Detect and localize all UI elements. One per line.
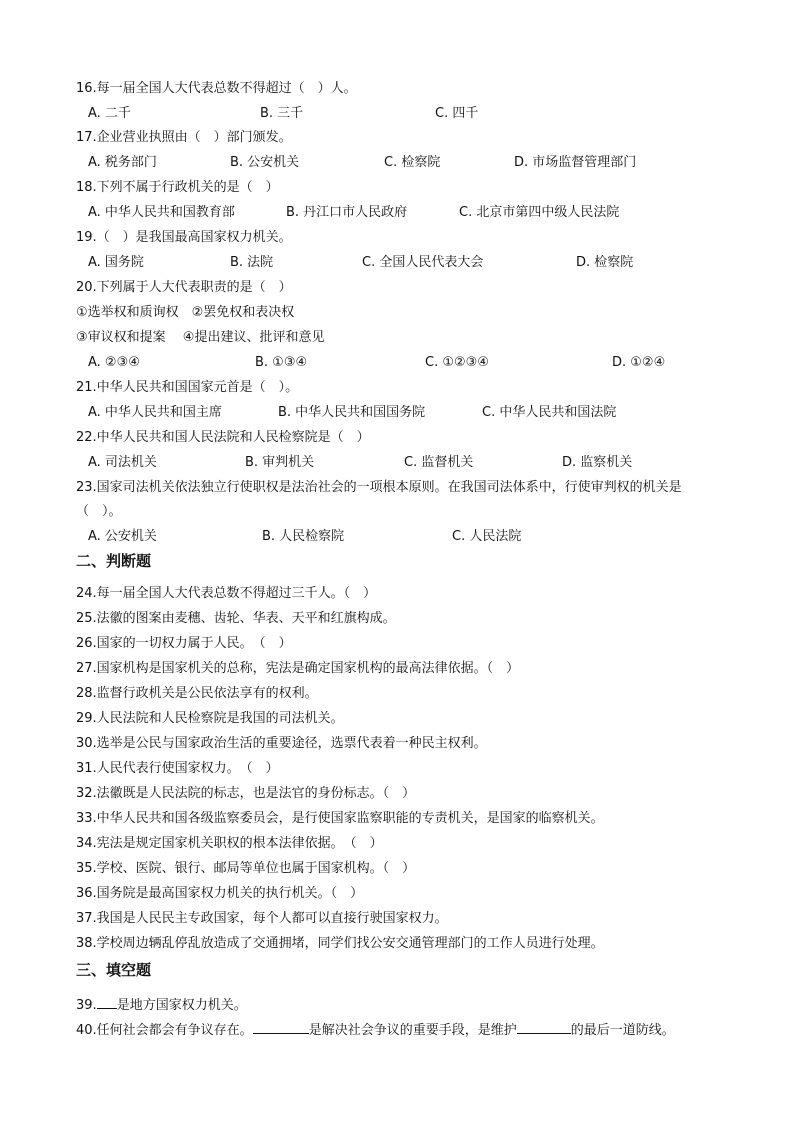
- judge-item-32: 32.法徽既是人民法院的标志，也是法官的身份标志。（ ）: [76, 786, 416, 801]
- option-c: C. 检察院: [384, 155, 441, 170]
- judge-item-34: 34.宪法是规定国家机关职权的根本法律依据。 （ ）: [76, 836, 383, 851]
- judge-item-27: 27.国家机构是国家机关的总称，宪法是确定国家机构的最高法律依据。（ ）: [76, 661, 520, 676]
- judge-item-33: 33.中华人民共和国各级监察委员会，是行使国家监察职能的专责机关，是国家的临察机关。: [76, 811, 604, 826]
- option-d: D. ①②④: [612, 355, 666, 370]
- fill-item-39: [76, 995, 247, 1015]
- question-20-stem: 20.下列属于人大代表职责的是（ ）: [76, 280, 292, 295]
- option-c: C. ①②③④: [425, 355, 489, 370]
- option-c: C. 北京市第四中级人民法院: [459, 205, 620, 220]
- option-a: A. 国务院: [88, 255, 144, 270]
- judge-item-30: 30.选举是公民与国家政治生活的重要途径，选票代表着一种民主权利。: [76, 736, 487, 751]
- judge-item-31: 31.人民代表行使国家权力。 （ ）: [76, 761, 279, 776]
- fill-item-40-part3: 的最后一道防线。: [570, 1023, 675, 1038]
- fill-item-40-part2: 是解决社会争议的重要手段，是维护: [308, 1023, 517, 1038]
- judge-item-26: 26.国家的一切权力属于人民。 （ ）: [76, 636, 292, 651]
- option-c: C. 监督机关: [404, 455, 474, 470]
- option-c: C. 中华人民共和国法院: [482, 405, 617, 420]
- answer-blank: [517, 1020, 571, 1034]
- option-b: B. 丹江口市人民政府: [286, 205, 408, 220]
- judge-item-28: 28.监督行政机关是公民依法享有的权利。: [76, 686, 318, 701]
- option-b: B. 三千: [260, 106, 304, 121]
- section-heading-fill-blank: 三、填空题: [76, 961, 152, 979]
- option-b: B. 公安机关: [230, 155, 300, 170]
- option-b: B. 人民检察院: [262, 529, 345, 544]
- option-b: B. 中华人民共和国国务院: [278, 405, 426, 420]
- option-a: A. 税务部门: [88, 155, 157, 170]
- option-a: A. 公安机关: [88, 529, 157, 544]
- option-a: A. ②③④: [88, 355, 140, 370]
- option-c: C. 四千: [435, 106, 479, 121]
- question-23-stem-line2: （ ）。: [76, 504, 122, 519]
- option-b: B. 法院: [230, 255, 274, 270]
- judge-item-35: 35.学校、医院、银行、邮局等单位也属于国家机构。（ ）: [76, 861, 416, 876]
- option-a: A. 中华人民共和国主席: [88, 405, 222, 420]
- option-a: A. 二千: [88, 106, 131, 121]
- question-20-items-2: ③审议权和提案 ④提出建议、批评和意见: [76, 330, 325, 345]
- judge-item-36: 36.国务院是最高国家权力机关的执行机关。（ ）: [76, 886, 364, 901]
- answer-blank: [253, 1020, 309, 1034]
- question-20-items-1: ①选举权和质询权 ②罢免权和表决权: [76, 305, 295, 320]
- fill-item-39-text: 是地方国家权力机关。: [116, 998, 247, 1013]
- section-heading-judgement: 二、判断题: [76, 552, 152, 570]
- option-b: B. ①③④: [255, 355, 308, 370]
- question-21-stem: 21.中华人民共和国国家元首是（ ）。: [76, 380, 299, 395]
- judge-item-38: 38.学校周边辆乱停乱放造成了交通拥堵，同学们找公安交通管理部门的工作人员进行处理。: [76, 936, 604, 951]
- option-c: C. 人民法院: [452, 529, 522, 544]
- option-d: D. 市场监督管理部门: [514, 155, 637, 170]
- fill-item-40: [76, 1020, 675, 1040]
- question-22-stem: 22.中华人民共和国人民法院和人民检察院是（ ）: [76, 430, 370, 445]
- answer-blank: [97, 995, 117, 1009]
- question-17-stem: 17.企业营业执照由（ ）部门颁发。: [76, 130, 292, 145]
- question-19-stem: 19.（ ）是我国最高国家权力机关。: [76, 230, 292, 245]
- judge-item-37: 37.我国是人民民主专政国家，每个人都可以直接行驶国家权力。: [76, 911, 448, 926]
- option-d: D. 检察院: [576, 255, 634, 270]
- option-c: C. 全国人民代表大会: [362, 255, 484, 270]
- option-d: D. 监察机关: [562, 455, 633, 470]
- judge-item-24: 24.每一届全国人大代表总数不得超过三千人。（ ）: [76, 586, 377, 601]
- judge-item-25: 25.法徽的图案由麦穗、齿轮、华表、天平和红旗构成。: [76, 611, 396, 626]
- fill-item-40-part1: 40.任何社会都会有争议存在。: [76, 1023, 253, 1038]
- option-b: B. 审判机关: [245, 455, 315, 470]
- question-18-stem: 18.下列不属于行政机关的是（ ）: [76, 180, 279, 195]
- question-16-stem: 16.每一届全国人大代表总数不得超过（ ）人。: [76, 81, 357, 96]
- question-23-stem-line1: 23.国家司法机关依法独立行使职权是法治社会的一项根本原则。在我国司法体系中，行使审判权的机关是: [76, 480, 682, 495]
- judge-item-29: 29.人民法院和人民检察院是我国的司法机关。: [76, 711, 344, 726]
- option-a: A. 司法机关: [88, 455, 157, 470]
- option-a: A. 中华人民共和国教育部: [88, 205, 235, 220]
- fill-item-39-number: 39.: [76, 998, 97, 1013]
